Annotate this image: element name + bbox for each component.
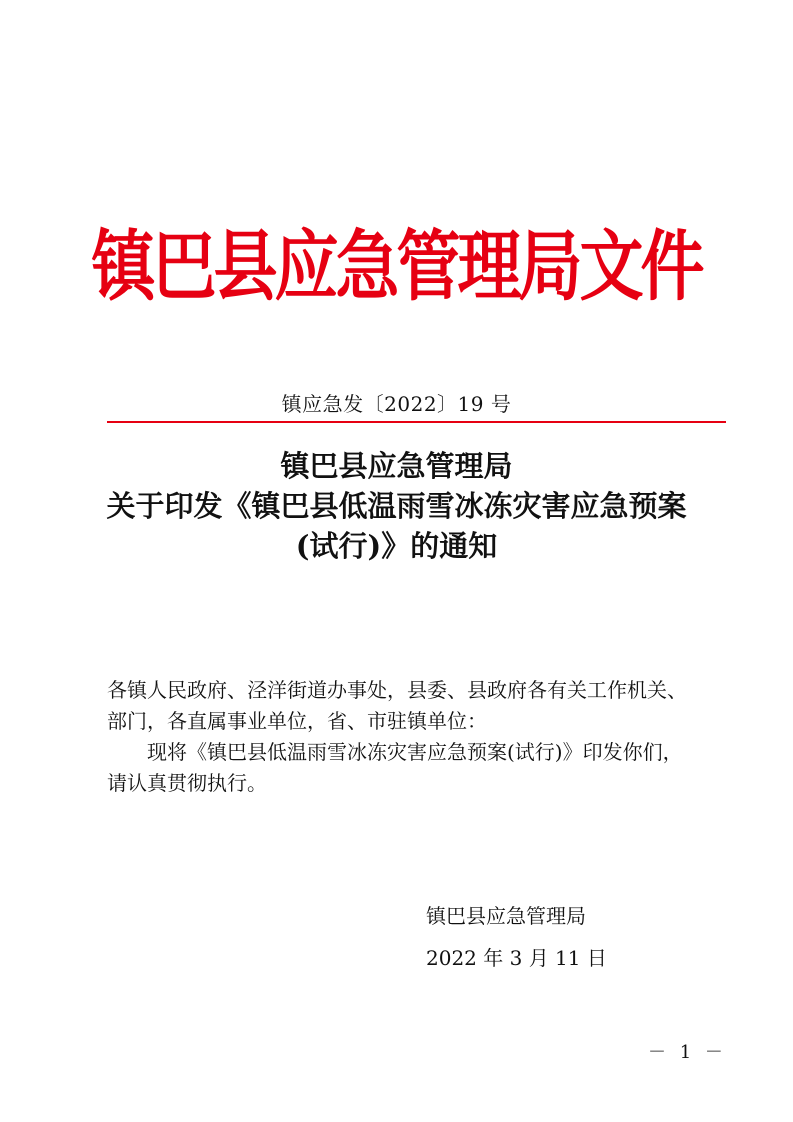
notice-body (107, 675, 707, 799)
signature-organization: 镇巴县应急管理局 (426, 904, 586, 928)
signature-date: 2022 年 3 月 11 日 (426, 946, 607, 970)
title-line-3: (试行)》的通知 (295, 529, 498, 563)
notice-title (0, 446, 793, 566)
title-line-2: 关于印发《镇巴县低温雨雪冰冻灾害应急预案 (106, 489, 687, 523)
document-number: 镇应急发〔2022〕19 号 (281, 392, 512, 416)
addressee-line-2: 部门，各直属事业单位，省、市驻镇单位： (107, 709, 487, 733)
paragraph-line-1: 现将《镇巴县低温雨雪冰冻灾害应急预案(试行)》印发你们， (147, 740, 683, 764)
document-masthead: 镇巴县应急管理局文件 (91, 222, 702, 313)
addressee-line-1: 各镇人民政府、泾洋街道办事处，县委、县政府各有关工作机关、 (107, 678, 687, 702)
title-line-1: 镇巴县应急管理局 (280, 449, 513, 483)
paragraph-line-2: 请认真贯彻执行。 (107, 771, 267, 795)
page-number: － 1 － (648, 1042, 727, 1063)
red-divider-line (107, 421, 726, 423)
